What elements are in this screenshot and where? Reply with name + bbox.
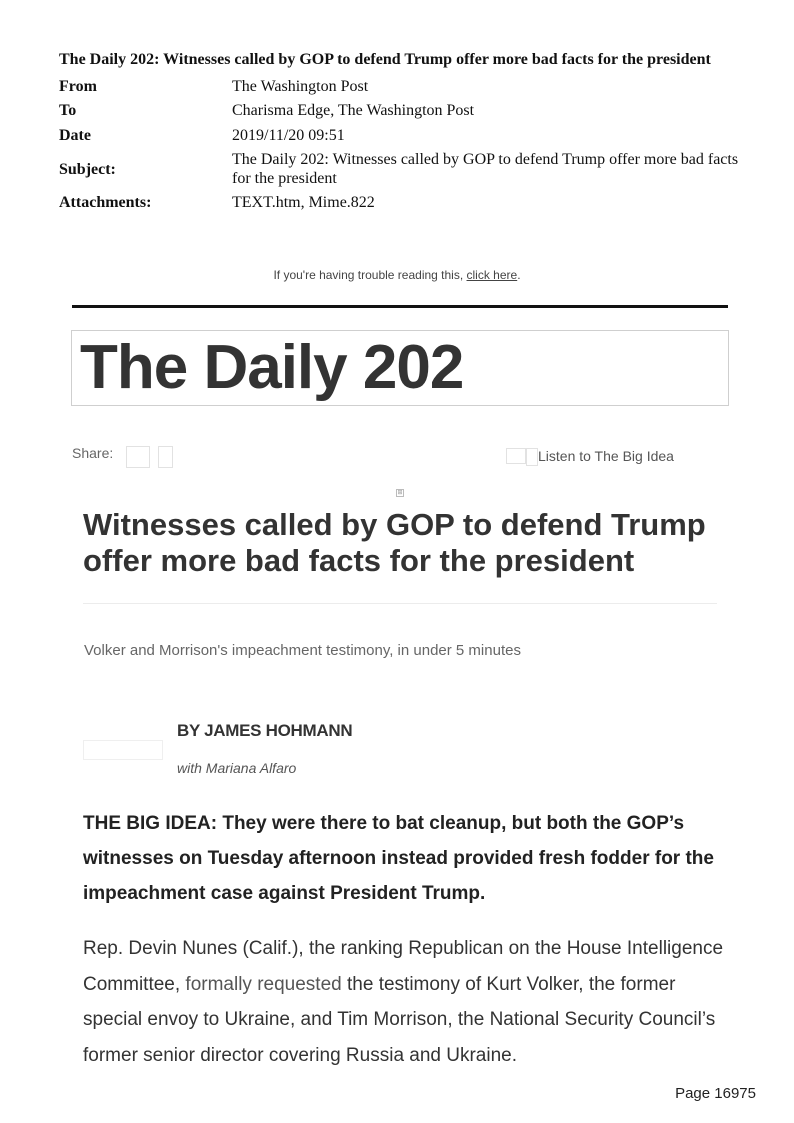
- from-value: The Washington Post: [232, 77, 369, 95]
- masthead-banner: [71, 330, 729, 406]
- body-paragraph: [83, 931, 733, 1073]
- attachments-value: TEXT.htm, Mime.822: [232, 194, 375, 212]
- header-divider: [72, 305, 728, 308]
- big-idea-lede: THE BIG IDEA: They were there to bat cleanup, but both the GOP’s witnesses on Tuesday afternoon instead provided fresh fodder for the impeachment case against President Trump.: [83, 813, 714, 904]
- trouble-reading-notice: [0, 268, 794, 282]
- formally-requested-link[interactable]: formally requested: [185, 973, 342, 995]
- trouble-end: .: [517, 268, 521, 282]
- facebook-share-icon[interactable]: [126, 446, 150, 468]
- subject-value: The Daily 202: Witnesses called by GOP to defend Trump offer more bad facts for the president: [232, 151, 739, 187]
- email-meta-table: [59, 74, 739, 215]
- masthead-title: The Daily 202: [80, 333, 464, 402]
- body-text-end: the testimony of Kurt Volker, the former special envoy to Ukraine, and Tim Morrison, the National Security Council’s former senior director covering Russia and Ukraine.: [83, 973, 716, 1066]
- page-number: Page 16975: [675, 1085, 756, 1102]
- email-row-from: [59, 74, 739, 99]
- to-label: To: [59, 102, 77, 120]
- date-label: Date: [59, 126, 91, 144]
- email-header: [59, 50, 739, 215]
- share-label: Share:: [72, 445, 114, 461]
- click-here-link[interactable]: click here: [466, 268, 518, 282]
- email-row-to: [59, 99, 739, 124]
- contributing-author: with Mariana Alfaro: [177, 760, 297, 776]
- body-text-start: Rep. Devin Nunes (Calif.), the ranking Republican on the House Intelligence Committee,: [83, 938, 724, 995]
- to-value: Charisma Edge, The Washington Post: [232, 102, 475, 120]
- trouble-text: If you're having trouble reading this,: [273, 268, 467, 282]
- attachments-label: Attachments:: [59, 194, 152, 212]
- article-headline: Witnesses called by GOP to defend Trump offer more bad facts for the president: [83, 507, 706, 578]
- audio-play-icon[interactable]: [506, 448, 526, 464]
- listen-link[interactable]: Listen to The Big Idea: [538, 448, 674, 464]
- email-row-subject: [59, 148, 739, 191]
- email-row-attachments: [59, 191, 739, 216]
- headline-divider: [83, 603, 717, 604]
- email-row-date: [59, 123, 739, 148]
- twitter-share-icon[interactable]: [158, 446, 173, 468]
- subject-label: Subject:: [59, 160, 116, 178]
- image-placeholder-icon: ⊞: [397, 490, 403, 496]
- email-title: The Daily 202: Witnesses called by GOP to defend Trump offer more bad facts for the president: [59, 51, 711, 68]
- audio-speaker-icon[interactable]: [526, 448, 538, 466]
- author-photo-placeholder: [83, 740, 163, 760]
- from-label: From: [59, 77, 97, 95]
- date-value: 2019/11/20 09:51: [232, 126, 345, 144]
- video-subhead[interactable]: Volker and Morrison's impeachment testimony, in under 5 minutes: [84, 642, 521, 659]
- byline: BY JAMES HOHMANN: [177, 721, 353, 740]
